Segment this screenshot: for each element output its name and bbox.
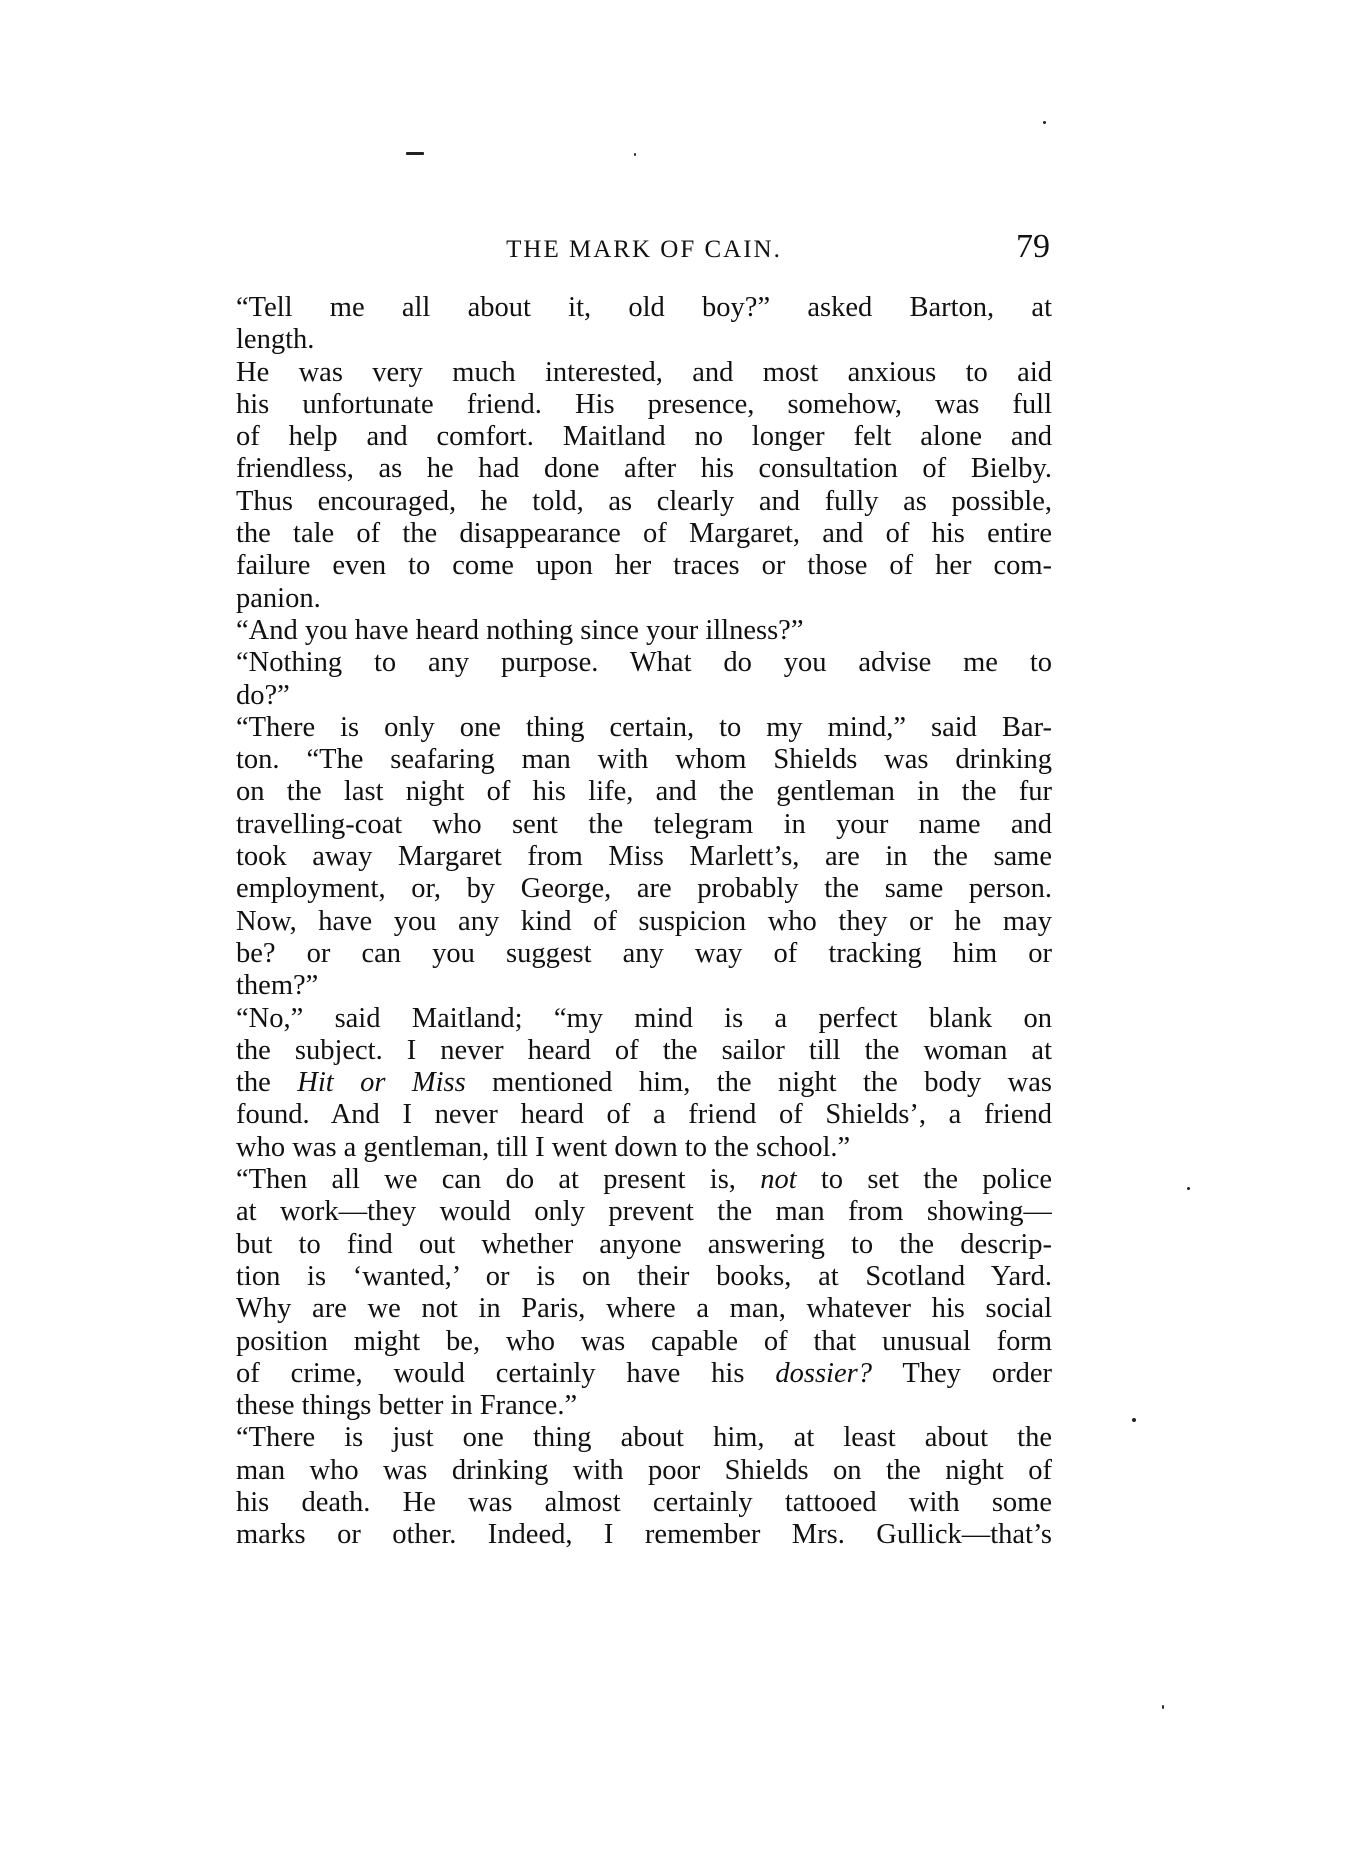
text-line: failure even to come upon her traces or those of her com- — [236, 550, 1052, 582]
paragraph — [236, 1422, 1052, 1551]
text-line: the subject. I never heard of the sailor till the woman at — [236, 1034, 1052, 1066]
text-line: them?” — [236, 970, 319, 1002]
text-line: employment, or, by George, are probably the same person. — [236, 873, 1052, 905]
text-line: Why are we not in Paris, where a man, whatever his social — [236, 1293, 1052, 1325]
text-line: do?” — [236, 679, 290, 711]
scan-speck — [1162, 1705, 1164, 1709]
page-number: 79 — [1016, 228, 1050, 265]
text-line: “Nothing to any purpose. What do you advise me to — [236, 647, 1052, 679]
page-header — [236, 228, 1052, 272]
text-line: the tale of the disappearance of Margaret, and of his entire — [236, 518, 1052, 550]
text-line: be? or can you suggest any way of tracking him or — [236, 937, 1052, 969]
text-line: tion is ‘wanted,’ or is on their books, at Scotland Yard. — [236, 1260, 1052, 1292]
page-body — [236, 292, 1052, 1552]
paragraph — [236, 615, 1052, 647]
text-line: marks or other. Indeed, I remember Mrs. Gullick—that’s — [236, 1519, 1052, 1551]
text-line: at work—they would only prevent the man from showing— — [236, 1196, 1052, 1228]
text-line: his death. He was almost certainly tattooed with some — [236, 1486, 1052, 1518]
scan-speck — [634, 153, 636, 156]
scan-speck — [1132, 1418, 1136, 1422]
text-line: He was very much interested, and most anxious to aid — [236, 356, 1052, 388]
running-title: THE MARK OF CAIN. — [506, 236, 782, 263]
text-line: “Then all we can do at present is, not to set the police — [236, 1164, 1052, 1196]
paragraph — [236, 1164, 1052, 1422]
paragraph — [236, 292, 1052, 357]
text-line: these things better in France.” — [236, 1390, 578, 1422]
paragraph — [236, 357, 1052, 615]
text-line: ton. “The seafaring man with whom Shields was drinking — [236, 744, 1052, 776]
text-line: friendless, as he had done after his consultation of Bielby. — [236, 453, 1052, 485]
text-line: length. — [236, 324, 315, 356]
text-line: Thus encouraged, he told, as clearly and fully as possible, — [236, 485, 1052, 517]
scan-speck — [406, 152, 424, 155]
paragraph — [236, 1003, 1052, 1164]
text-line: “Tell me all about it, old boy?” asked Barton, at — [236, 292, 1052, 323]
text-line: “There is only one thing certain, to my mind,” said Bar- — [236, 711, 1052, 743]
text-line: “And you have heard nothing since your illness?” — [236, 614, 804, 646]
scan-speck — [1187, 1187, 1190, 1190]
text-line: position might be, who was capable of that unusual form — [236, 1325, 1052, 1357]
text-line: on the last night of his life, and the gentleman in the fur — [236, 776, 1052, 808]
text-line: took away Margaret from Miss Marlett’s, are in the same — [236, 841, 1052, 873]
scan-speck — [1043, 121, 1046, 124]
text-line: “There is just one thing about him, at least about the — [236, 1422, 1052, 1454]
text-line: his unfortunate friend. His presence, somehow, was full — [236, 388, 1052, 420]
text-line: of help and comfort. Maitland no longer felt alone and — [236, 421, 1052, 453]
text-line: “No,” said Maitland; “my mind is a perfect blank on — [236, 1002, 1052, 1034]
text-line: Now, have you any kind of suspicion who they or he may — [236, 905, 1052, 937]
paragraph — [236, 712, 1052, 1003]
text-line: travelling-coat who sent the telegram in your name and — [236, 808, 1052, 840]
text-line: who was a gentleman, till I went down to the school.” — [236, 1131, 851, 1163]
text-line: found. And I never heard of a friend of Shields’, a friend — [236, 1099, 1052, 1131]
text-line: of crime, would certainly have his dossier? They order — [236, 1357, 1052, 1389]
text-line: panion. — [236, 582, 321, 614]
text-line: but to find out whether anyone answering to the descrip- — [236, 1228, 1052, 1260]
text-line: the Hit or Miss mentioned him, the night the body was — [236, 1067, 1052, 1099]
text-line: man who was drinking with poor Shields on the night of — [236, 1454, 1052, 1486]
paragraph — [236, 647, 1052, 712]
